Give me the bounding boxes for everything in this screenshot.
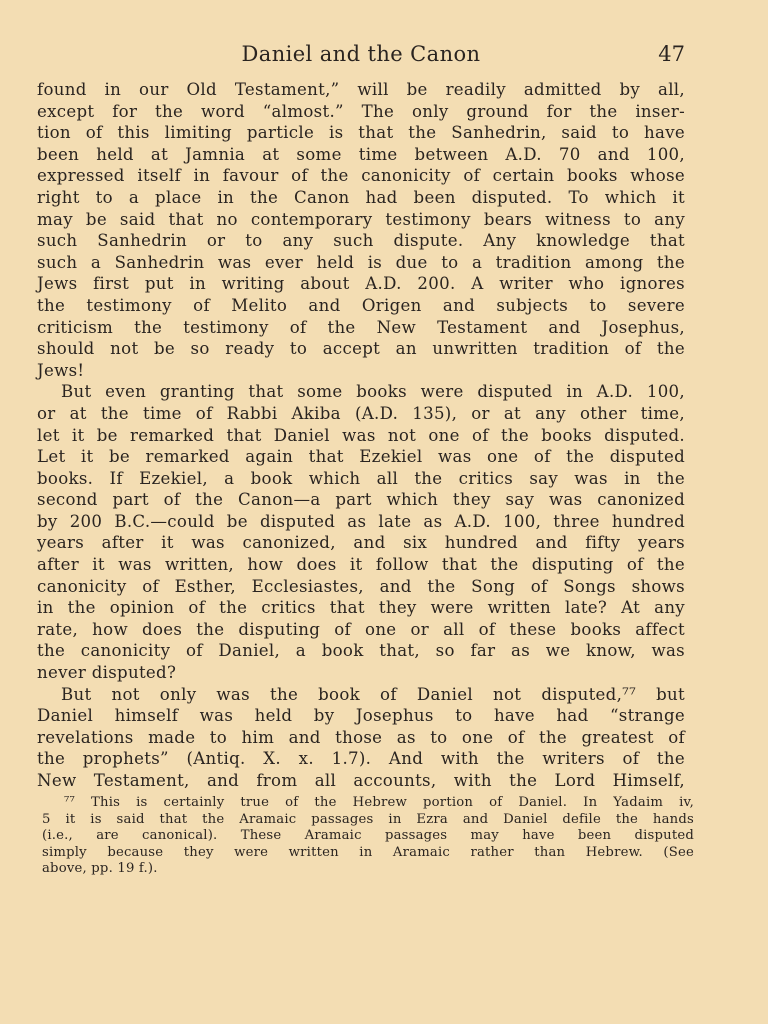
running-head bbox=[37, 40, 685, 68]
footnote-line: (i.e., are canonical). These Aramaic passages may have been disputed bbox=[42, 828, 694, 844]
text-line: such a Sanhedrin was ever held is due to a tradition among the bbox=[37, 252, 685, 272]
text-line: years after it was canonized, and six hundred and fifty years bbox=[37, 533, 685, 553]
text-line: been held at Jamnia at some time between A.D. 70 and 100, bbox=[37, 144, 685, 164]
text-line: found in our Old Testament,” will be readily admitted by all, bbox=[37, 80, 685, 99]
text-line: Daniel himself was held by Josephus to have had “strange bbox=[37, 706, 685, 726]
text-line: may be said that no contemporary testimony bears witness to any bbox=[37, 209, 685, 229]
text-line: after it was written, how does it follow that the disputing of the bbox=[37, 555, 685, 575]
text-line: or at the time of Rabbi Akiba (A.D. 135), or at any other time, bbox=[37, 403, 685, 423]
footnotes bbox=[42, 795, 694, 878]
text-line: revelations made to him and those as to one of the greatest of bbox=[37, 727, 685, 747]
text-line: criticism the testimony of the New Testament and Josephus, bbox=[37, 317, 685, 337]
text-line: the prophets” (Antiq. X. x. 1.7). And with the writers of the bbox=[37, 749, 685, 769]
footnote-line: above, pp. 19 f.). bbox=[42, 861, 158, 877]
text-line: never disputed? bbox=[37, 663, 177, 683]
text-line: books. If Ezekiel, a book which all the critics say was in the bbox=[37, 468, 685, 488]
text-line: Jews first put in writing about A.D. 200. A writer who ignores bbox=[37, 274, 685, 294]
text-line: New Testament, and from all accounts, with the Lord Himself, bbox=[37, 771, 685, 790]
footnote-line: 5 it is said that the Aramaic passages in Ezra and Daniel defile the hands bbox=[42, 811, 694, 827]
text-line: expressed itself in favour of the canonicity of certain books whose bbox=[37, 166, 685, 186]
footnote-line: simply because they were written in Aramaic rather than Hebrew. (See bbox=[42, 844, 694, 860]
footnote-line: ⁷⁷ This is certainly true of the Hebrew portion of Daniel. In Yadaim iv, bbox=[64, 795, 694, 810]
running-title: Daniel and the Canon bbox=[241, 42, 481, 66]
text-line: let it be remarked that Daniel was not one of the books disputed. bbox=[37, 425, 685, 445]
text-line: Jews! bbox=[37, 360, 85, 380]
text-line: second part of the Canon—a part which they say was canonized bbox=[37, 490, 685, 510]
text-line: right to a place in the Canon had been disputed. To which it bbox=[37, 187, 685, 207]
text-line: should not be so ready to accept an unwritten tradition of the bbox=[37, 339, 685, 359]
text-line: rate, how does the disputing of one or all of these books affect bbox=[37, 619, 685, 639]
text-line: the canonicity of Daniel, a book that, so far as we know, was bbox=[37, 641, 685, 661]
text-line: But not only was the book of Daniel not disputed,⁷⁷ but bbox=[61, 684, 685, 704]
text-line: by 200 B.C.—could be disputed as late as A.D. 100, three hundred bbox=[37, 511, 685, 531]
text-line: tion of this limiting particle is that the Sanhedrin, said to have bbox=[37, 123, 685, 143]
text-line: such Sanhedrin or to any such dispute. Any knowledge that bbox=[37, 231, 685, 251]
text-line: the testimony of Melito and Origen and subjects to severe bbox=[37, 295, 685, 315]
text-line: But even granting that some books were disputed in A.D. 100, bbox=[61, 382, 685, 402]
text-line: canonicity of Esther, Ecclesiastes, and the Song of Songs shows bbox=[37, 576, 685, 596]
text-line: except for the word “almost.” The only ground for the inser- bbox=[37, 101, 685, 121]
body-text bbox=[37, 79, 685, 792]
text-line: in the opinion of the critics that they were written late? At any bbox=[37, 598, 685, 618]
page-number: 47 bbox=[658, 42, 685, 66]
text-line: Let it be remarked again that Ezekiel was one of the disputed bbox=[37, 447, 685, 467]
